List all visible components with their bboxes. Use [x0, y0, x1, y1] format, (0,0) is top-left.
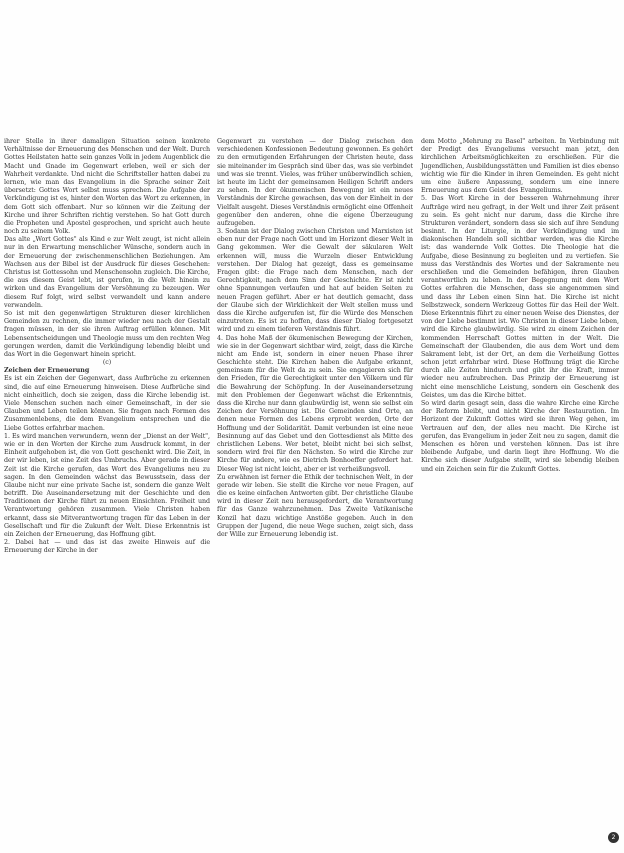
text-column-middle — [217, 138, 413, 539]
paragraph: ihrer Stelle in ihrer damaligen Situation seinen konkrete Verhältnisse der Erneuerung des Menschen und der Welt. Durch Gottes Heilstaten hatte sein ganzes Volk in jedem Augenblick die Macht und Gnade im Gegenwart erleben, weil er sich der Wahrheit verdankte. Und nicht die Schriftsteller hatten dabei zu lernen, wie man das Evangelium in die Sprache seiner Zeit übersetzt: Gottes Wort selbst muss sprechen. Die Aufgabe der Verkündigung ist es, hinter den Worten das Wort zu erkennen, in dem Gott sich offenbart. Nur so können wir die Zeitung der Kirche und ihrer Schriften richtig verstehen. So hat Gott durch die Propheten und Apostel gesprochen, und spricht auch heute noch zu seinem Volk. — [4, 138, 210, 236]
numbered-item: 5. Das Wort Kirche in der besseren Wahrnehmung ihrer Aufträge wird neu gefragt, in der Welt und ihrer Zeit präsent zu sein. Es geht nicht nur darum, dass die Kirche ihre Strukturen verändert, sondern dass sie sich auf ihre Sendung besinnt. In der Liturgie, in der Verkündigung und im diakonischen Handeln soll sichtbar werden, was die Kirche ist: das wandernde Volk Gottes. Die Theologie hat die Aufgabe, diese Besinnung zu begleiten und zu vertiefen. Sie muss das Verständnis des Wortes und der Sakramente neu erschließen und die Gemeinden befähigen, ihren Glauben verantwortlich zu leben. In der Begegnung mit dem Wort Gottes erfahren die Menschen, dass sie angenommen sind und dass ihr Leben einen Sinn hat. Die Kirche ist nicht Selbstzweck, sondern Werkzeug Gottes für das Heil der Welt. Diese Erkenntnis führt zu einer neuen Weise des Dienstes, der von der Liebe bestimmt ist. Wo Christen in dieser Liebe leben, wird die Kirche glaubwürdig. Sie wird zu einem Zeichen der kommenden Herrschaft Gottes mitten in der Welt. Die Gemeinschaft der Glaubenden, die aus dem Wort und dem Sakrament lebt, ist der Ort, an dem die Verheißung Gottes schon jetzt erfahrbar wird. Diese Hoffnung trägt die Kirche durch alle Zeiten hindurch und gibt ihr die Kraft, immer wieder neu aufzubrechen. Das Prinzip der Erneuerung ist nicht eine menschliche Leistung, sondern ein Geschenk des Geistes, um das die Kirche bittet. — [421, 195, 619, 399]
paragraph: Zu erwähnen ist ferner die Ethik der technischen Welt, in der gerade wir leben. Sie stellt die Kirche vor neue Fragen, auf die es keine einfachen Antworten gibt. Der christliche Glaube wird in dieser Zeit neu herausgefordert, die Verantwortung für das Ganze wahrzunehmen. Das Zweite Vatikanische Konzil hat dazu wichtige Anstöße gegeben. Auch in den Gruppen der Jugend, die neue Wege suchen, zeigt sich, dass der Wille zur Erneuerung lebendig ist. — [217, 473, 413, 538]
page-marker-badge: 2 — [608, 832, 619, 843]
numbered-item: 2. Dabei hat — und das ist das zweite Hinweis auf die Erneuerung der Kirche in der — [4, 539, 210, 555]
text-column-left — [4, 138, 210, 556]
section-heading: Zeichen der Erneuerung — [4, 367, 90, 375]
paragraph: dem Motto „Mehrung zu Basel" arbeiten. In Verbindung mit der Predigt des Evangeliums versucht man jetzt, den kirchlichen Arbeitsmöglichkeiten zu erschließen. Für die Jugendlichen, Ausbildungsstätten und Familien ist dies ebenso wichtig wie für die Kinder in ihren Gemeinden. Es geht nicht um eine äußere Anpassung, sondern um eine innere Erneuerung aus dem Geist des Evangeliums. — [421, 138, 619, 195]
paragraph: So wird darin gesagt sein, dass die wahre Kirche eine Kirche der Reform bleibt, und nicht Kirche der Restauration. Im Horizont der Zukunft Gottes wird sie ihren Weg gehen, im Vertrauen auf den, der alles neu macht. Die Kirche ist gerufen, das Evangelium in jeder Zeit neu zu sagen, damit die Menschen es hören und verstehen können. Das ist ihre bleibende Aufgabe, und darin liegt ihre Hoffnung. Wo die Kirche sich dieser Aufgabe stellt, wird sie lebendig bleiben und ein Zeichen sein für die Zukunft Gottes. — [421, 400, 619, 473]
paragraph: So ist mit den gegenwärtigen Strukturen dieser kirchlichen Gemeinden zu rechnen, die immer wieder neu nach der Gestalt fragen müssen, in der sie ihren Auftrag erfüllen können. Mit Lebensentscheidungen und Theologie muss um den rechten Weg gerungen werden, damit die Verkündigung lebendig bleibt und das Wort in die Gegenwart hinein spricht. — [4, 309, 210, 358]
paragraph: Das alte „Wort Gottes" als Kind e zur Welt zeugt, ist nicht allein nur in den Erwartung menschlicher Wünsche, sondern auch in der Erneuerung der zwischenmenschlichen Beziehungen. Am Wachsen aus der Bibel ist der Ausdruck für dieses Geschehen: Christus ist Gottessohn und Menschensohn zugleich. Die Kirche, die aus diesem Geist lebt, ist gerufen, in die Welt hinein zu wirken und das Evangelium der Versöhnung zu bezeugen. Wer diesem Ruf folgt, wird selbst verwandelt und kann andere verwandeln. — [4, 236, 210, 309]
numbered-item: 4. Das hohe Maß der ökumenischen Bewegung der Kirchen, wie sie in der Gegenwart sichtbar wird, zeigt, dass die Kirche nicht am Ende ist, sondern in einer neuen Phase ihrer Geschichte steht. Die Kirchen haben die Aufgabe erkannt, gemeinsam für die Welt da zu sein. Sie engagieren sich für den Frieden, für die Gerechtigkeit unter den Völkern und für die Bewahrung der Schöpfung. In der Auseinandersetzung mit den Problemen der Gegenwart wächst die Erkenntnis, dass die Kirche nur dann glaubwürdig ist, wenn sie selbst ein Zeichen der Versöhnung ist. Die Gemeinden sind Orte, an denen neue Formen des Lebens erprobt werden, Orte der Hoffnung und der Solidarität. Damit verbunden ist eine neue Besinnung auf das Gebet und den Gottesdienst als Mitte des christlichen Lebens. Wer betet, bleibt nicht bei sich selbst, sondern wird frei für den Nächsten. So wird die Kirche zur Kirche für andere, wie es Dietrich Bonhoeffer gefordert hat. Dieser Weg ist nicht leicht, aber er ist verheißungsvoll. — [217, 334, 413, 473]
paragraph: Gegenwart zu verstehen — der Dialog zwischen den verschiedenen Konfessionen Bedeutung gewonnen. Es gehört zu den ermutigenden Erfahrungen der Christen heute, dass sie miteinander im Gespräch sind über das, was sie verbindet und was sie trennt. Vieles, was früher unüberwindlich schien, ist heute im Licht der gemeinsamen Heiligen Schrift anders zu sehen. In der ökumenischen Bewegung ist ein neues Verständnis der Kirche gewachsen, das von der Einheit in der Vielfalt ausgeht. Dieses Verständnis ermöglicht eine Offenheit gegenüber den anderen, ohne die eigene Überzeugung aufzugeben. — [217, 138, 413, 227]
text-column-right — [421, 138, 619, 474]
paragraph: Es ist ein Zeichen der Gegenwart, dass Aufbrüche zu erkennen sind, die auf eine Erneuerung hinweisen. Diese Aufbrüche sind nicht einheitlich, doch sie zeigen, dass die Kirche lebendig ist. Viele Menschen suchen nach einer Gemeinschaft, in der sie Glauben und Leben teilen können. Sie fragen nach Formen des Zusammenlebens, die dem Evangelium entsprechen und die Liebe Gottes erfahrbar machen. — [4, 375, 210, 432]
section-mark: (c) — [102, 359, 112, 367]
numbered-item: 1. Es wird manchen verwundern, wenn der „Dienst an der Welt", wie er in den Worten der Kirche zum Ausdruck kommt, in der Einheit aufgehoben ist, die von Gott geschenkt wird. Die Zeit, in der wir leben, ist eine Zeit des Umbruchs. Aber gerade in dieser Zeit ist die Kirche gerufen, das Wort des Evangeliums neu zu sagen. In den Gemeinden wächst das Bewusstsein, dass der Glaube nicht nur eine private Sache ist, sondern die ganze Welt betrifft. Die Auseinandersetzung mit der Geschichte und den Traditionen der Kirche führt zu neuen Einsichten. Freiheit und Verantwortung gehören zusammen. Viele Christen haben erkannt, dass sie Mitverantwortung tragen für das Leben in der Gesellschaft und für die Zukunft der Welt. Diese Erkenntnis ist ein Zeichen der Erneuerung, das Hoffnung gibt. — [4, 432, 210, 538]
numbered-item: 3. Sodann ist der Dialog zwischen Christen und Marxisten ist eben nur der Frage nach Gott und im Horizont dieser Welt in Gang gekommen. Wer die Gewalt der säkularen Welt erkennen will, muss die Wurzeln dieser Entwicklung verstehen. Der Dialog hat gezeigt, dass es gemeinsame Fragen gibt: die Frage nach dem Menschen, nach der Gerechtigkeit, nach dem Sinn der Geschichte. Er ist nicht ohne Spannungen verlaufen und hat auf beiden Seiten zu neuen Fragen geführt. Aber er hat deutlich gemacht, dass der Glaube sich der Wirklichkeit der Welt stellen muss und dass die Kirche aufgerufen ist, für die Würde des Menschen einzutreten. Es ist zu hoffen, dass dieser Dialog fortgesetzt wird und zu einem tieferen Verständnis führt. — [217, 228, 413, 334]
